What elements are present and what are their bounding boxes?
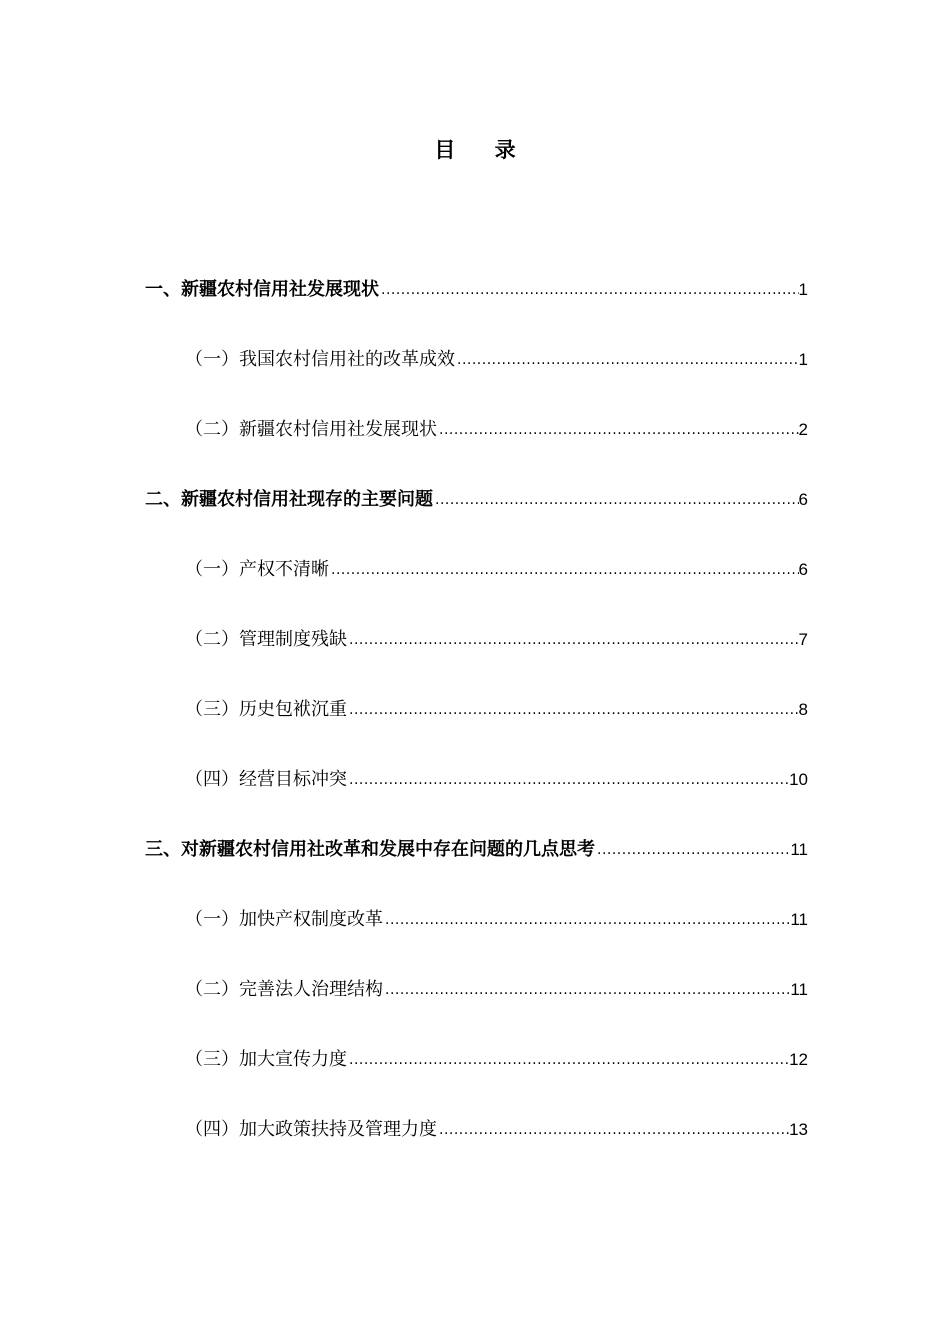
toc-entry-label: 三、对新疆农村信用社改革和发展中存在问题的几点思考 [145,839,595,860]
toc-title: 目 录 [434,138,532,162]
toc-entry-page: 13 [789,1120,808,1139]
toc-entry-label: 一、新疆农村信用社发展现状 [145,279,379,300]
dot-leader [437,412,799,448]
toc-entry-label: （四）经营目标冲突 [185,769,347,790]
toc-entry-section-3-1[interactable] [145,902,808,972]
toc-entry-page: 11 [790,840,808,859]
dot-leader [455,342,799,378]
toc-entry-label: （一）我国农村信用社的改革成效 [185,349,455,370]
dot-leader [329,552,799,588]
toc-entry-page: 6 [798,560,808,579]
toc-entry-label: （四）加大政策扶持及管理力度 [185,1119,437,1140]
toc-entry-section-2-2[interactable] [145,622,808,692]
toc-entry-label: （三）加大宣传力度 [185,1049,347,1070]
toc-entry-section-2-4[interactable] [145,762,808,832]
toc-entry-section-3[interactable] [145,832,808,902]
toc-entry-section-3-4[interactable] [145,1112,808,1182]
toc-entry-section-1-2[interactable] [145,412,808,482]
toc-entry-section-2[interactable] [145,482,808,552]
toc-list [145,272,808,1182]
toc-entry-section-3-3[interactable] [145,1042,808,1112]
toc-entry-page: 2 [798,420,808,439]
dot-leader [433,482,799,518]
toc-entry-label: （一）产权不清晰 [185,559,329,580]
toc-entry-page: 11 [790,980,808,999]
toc-entry-page: 7 [798,630,808,649]
toc-entry-page: 8 [798,700,808,719]
dot-leader [437,1112,789,1148]
toc-entry-page: 1 [798,350,808,369]
dot-leader [383,972,790,1008]
toc-entry-label: （二）完善法人治理结构 [185,979,383,1000]
toc-entry-label: （二）新疆农村信用社发展现状 [185,419,437,440]
toc-entry-label: 二、新疆农村信用社现存的主要问题 [145,489,433,510]
dot-leader [595,832,790,868]
dot-leader [347,762,789,798]
dot-leader [347,622,799,658]
toc-entry-page: 12 [789,1050,808,1069]
toc-entry-section-2-3[interactable] [145,692,808,762]
toc-entry-page: 10 [789,770,808,789]
toc-entry-label: （三）历史包袱沉重 [185,699,347,720]
toc-entry-section-2-1[interactable] [145,552,808,622]
toc-entry-section-1[interactable] [145,272,808,342]
dot-leader [379,272,799,308]
toc-entry-page: 6 [798,490,808,509]
toc-entry-page: 11 [790,910,808,929]
dot-leader [347,1042,789,1078]
dot-leader [383,902,790,938]
toc-entry-section-3-2[interactable] [145,972,808,1042]
toc-entry-label: （二）管理制度残缺 [185,629,347,650]
dot-leader [347,692,799,728]
toc-entry-label: （一）加快产权制度改革 [185,909,383,930]
toc-entry-page: 1 [798,280,808,299]
toc-entry-section-1-1[interactable] [145,342,808,412]
